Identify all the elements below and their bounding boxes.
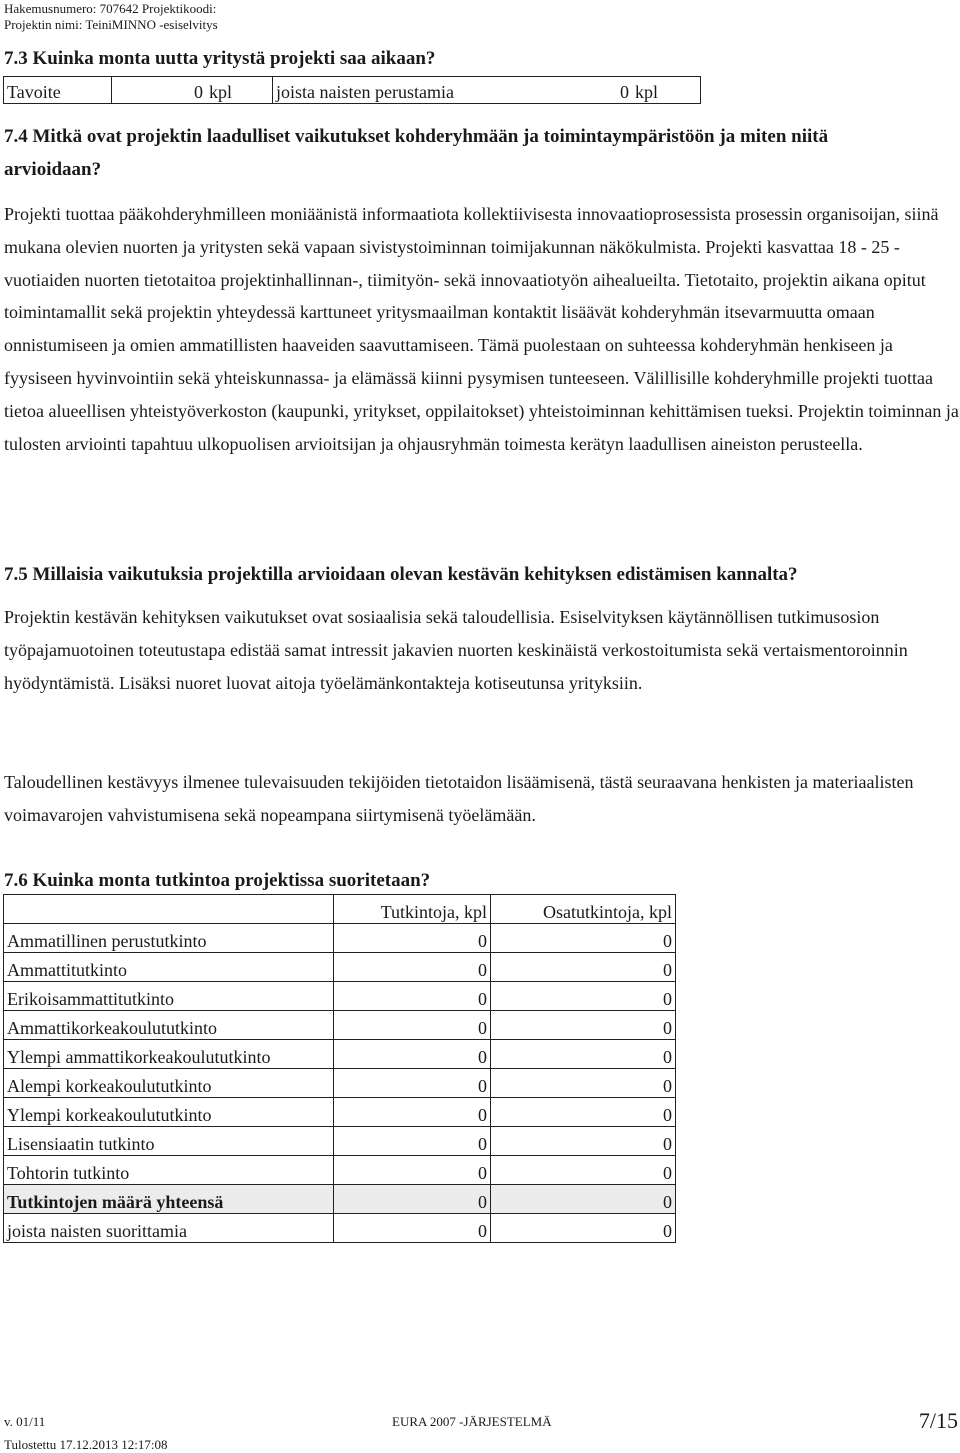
partial-count: 0 xyxy=(491,1098,676,1127)
new-companies-table xyxy=(3,76,701,104)
degree-count: 0 xyxy=(334,1069,491,1098)
table-row xyxy=(4,1156,676,1185)
footer-version: v. 01/11 xyxy=(4,1414,46,1429)
section-7-3-heading: 7.3 Kuinka monta uutta yritystä projekti saa aikaan? xyxy=(4,48,436,69)
partial-count: 0 xyxy=(491,1040,676,1069)
total-degree-count: 0 xyxy=(334,1185,491,1214)
total-partial-count: 0 xyxy=(491,1185,676,1214)
page-number: 7/15 xyxy=(918,1408,958,1433)
degree-count: 0 xyxy=(334,1156,491,1185)
section-7-4-heading-line2: arvioidaan? xyxy=(4,159,102,180)
table-row xyxy=(4,1069,676,1098)
header-partial-degrees: Osatutkintoja, kpl xyxy=(491,895,676,924)
table-row xyxy=(4,982,676,1011)
degree-count: 0 xyxy=(334,924,491,953)
table-row xyxy=(4,1127,676,1156)
degree-label: Lisensiaatin tutkinto xyxy=(4,1127,334,1156)
women-founded-unit: kpl xyxy=(632,77,701,104)
header-project-name: Projektin nimi: TeiniMINNO -esiselvitys xyxy=(4,17,218,32)
partial-count: 0 xyxy=(491,1011,676,1040)
partial-count: 0 xyxy=(491,1127,676,1156)
table-row-total xyxy=(4,1185,676,1214)
partial-count: 0 xyxy=(491,953,676,982)
table-row xyxy=(4,1214,676,1243)
table-row xyxy=(4,1098,676,1127)
partial-count: 0 xyxy=(491,1156,676,1185)
degree-label: Ammattikorkeakoulututkinto xyxy=(4,1011,334,1040)
table-row xyxy=(4,1011,676,1040)
degree-count: 0 xyxy=(334,1098,491,1127)
degree-count: 0 xyxy=(334,1127,491,1156)
degree-count: 0 xyxy=(334,1040,491,1069)
header-application-number: Hakemusnumero: 707642 Projektikoodi: xyxy=(4,1,217,16)
women-founded-value: 0 xyxy=(617,77,632,104)
section-7-4-heading-line1: 7.4 Mitkä ovat projektin laadulliset vaikutukset kohderyhmään ja toimintaympäristöön ja miten niitä xyxy=(4,126,829,147)
degree-label: joista naisten suorittamia xyxy=(4,1214,334,1243)
footer-system: EURA 2007 -JÄRJESTELMÄ xyxy=(392,1414,552,1429)
degree-count: 0 xyxy=(334,1011,491,1040)
section-7-6-heading: 7.6 Kuinka monta tutkintoa projektissa suoritetaan? xyxy=(4,870,431,891)
partial-count: 0 xyxy=(491,1214,676,1243)
footer-print-time: Tulostettu 17.12.2013 12:17:08 xyxy=(4,1437,168,1452)
degree-label: Erikoisammattitutkinto xyxy=(4,982,334,1011)
degree-label: Ammattitutkinto xyxy=(4,953,334,982)
degree-label: Ylempi korkeakoulututkinto xyxy=(4,1098,334,1127)
target-value: 0 xyxy=(112,77,207,104)
degree-label: Ylempi ammattikorkeakoulututkinto xyxy=(4,1040,334,1069)
degree-count: 0 xyxy=(334,953,491,982)
table-header-row xyxy=(4,895,676,924)
target-unit: kpl xyxy=(206,77,273,104)
degree-label: Tohtorin tutkinto xyxy=(4,1156,334,1185)
total-label: Tutkintojen määrä yhteensä xyxy=(4,1185,334,1214)
header-degrees: Tutkintoja, kpl xyxy=(334,895,491,924)
target-label: Tavoite xyxy=(4,77,112,104)
degree-label: Alempi korkeakoulututkinto xyxy=(4,1069,334,1098)
partial-count: 0 xyxy=(491,1069,676,1098)
table-row xyxy=(4,77,701,104)
partial-count: 0 xyxy=(491,982,676,1011)
degree-count: 0 xyxy=(334,1214,491,1243)
section-7-5-paragraph-2: Taloudellinen kestävyys ilmenee tulevaisuuden tekijöiden tietotaidon lisäämisenä, tästä seuraavana henkisten ja materiaalisten voimavarojen vahvistumisena sekä nopeampana siirtymisenä työelämään. xyxy=(4,772,914,825)
women-founded-label: joista naisten perustamia xyxy=(273,77,618,104)
section-7-4-paragraph: Projekti tuottaa pääkohderyhmilleen moniäänistä informaatiota kollektiivisesta innovaatioprosessista prosessin organisoijan, siinä mukana olevien nuorten ja yritysten sekä vapaan sivistystoiminnan toimijakunnan näkökulmista. Projekti kasvattaa 18 - 25 -vuotiaiden nuorten tietotaitoa projektinhallinnan-, tiimityön- sekä innovaatiotyön aihealueilta. Tietotaito, projektin aikana opitut toimintamallit sekä projektin yhteydessä karttuneet yritysmaailman kontaktit lisäävät kohderyhmän itsevarmuutta omaan onnistumiseen ja omien ammatillisten haaveiden saavuttamiseen. Tämä puolestaan on suhteessa kohderyhmän henkiseen ja fyysiseen hyvinvointiin sekä yhteiskunnassa- ja elämässä kiinni pysymisen tunteeseen. Välillisille kohderyhmille projekti tuottaa tietoa alueellisen yhteistyöverkoston (kaupunki, yritykset, oppilaitokset) yhteistoiminnan kehittämisen tueksi. Projektin toiminnan ja tulosten arviointi tapahtuu ulkopuolisen arvioitsijan ja ohjausryhmän toimesta kerätyn laadullisen aineiston perusteella. xyxy=(4,204,959,454)
table-row xyxy=(4,1040,676,1069)
section-7-5-heading: 7.5 Millaisia vaikutuksia projektilla arvioidaan olevan kestävän kehityksen edistämisen kannalta? xyxy=(4,564,798,585)
degree-count: 0 xyxy=(334,982,491,1011)
table-row xyxy=(4,924,676,953)
header-empty-cell xyxy=(4,895,334,924)
degrees-table xyxy=(3,894,676,1243)
section-7-5-paragraph-1: Projektin kestävän kehityksen vaikutukset ovat sosiaalisia sekä taloudellisia. Esiselvityksen käytännöllisen tutkimusosion työpajamuotoinen toteutustapa edistää samat intressit jakavien nuorten keskinäistä verkostoitumista sekä vertaismentoroinnin hyödyntämistä. Lisäksi nuoret luovat aitoja työelämänkontakteja kotiseutunsa yrityksiin. xyxy=(4,607,908,693)
table-row xyxy=(4,953,676,982)
partial-count: 0 xyxy=(491,924,676,953)
degree-label: Ammatillinen perustutkinto xyxy=(4,924,334,953)
